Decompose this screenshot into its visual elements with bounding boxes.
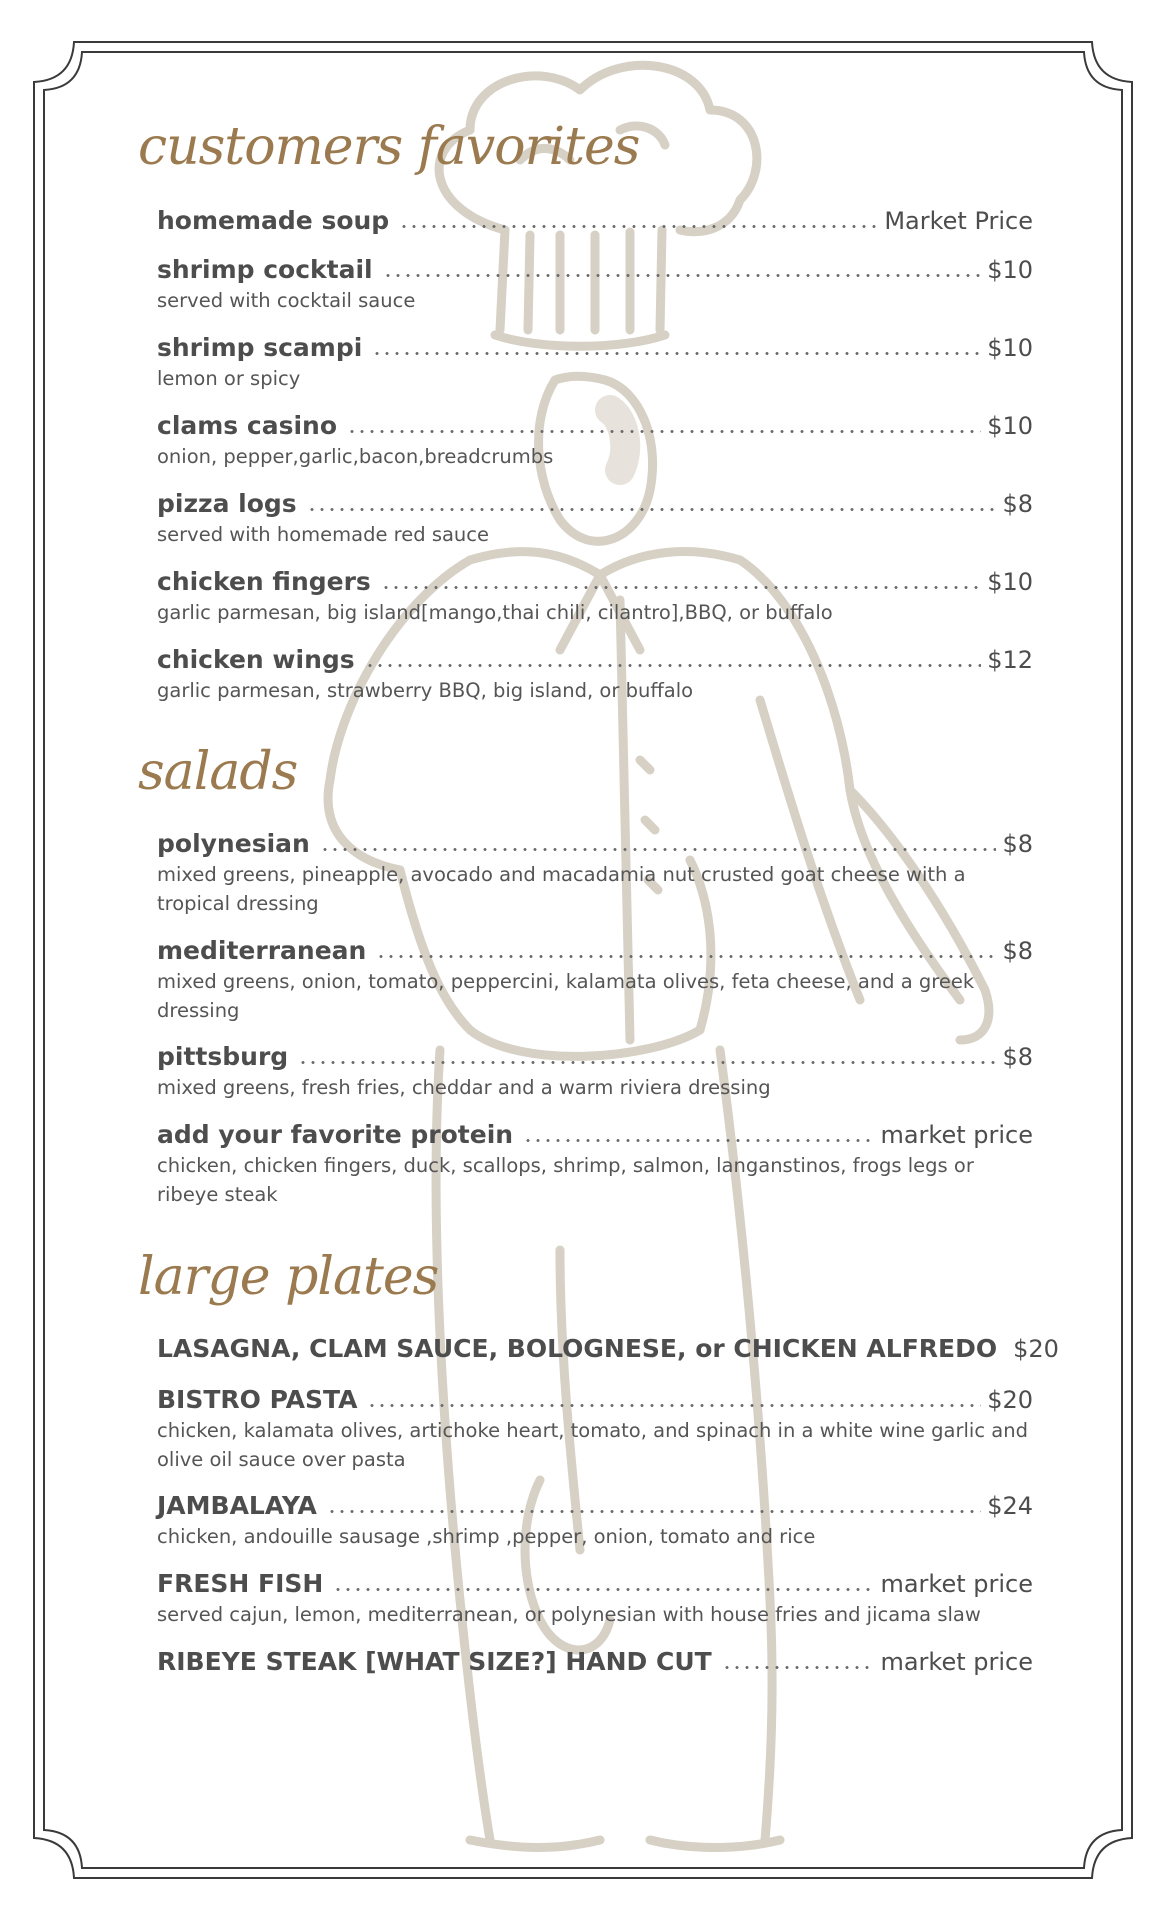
item-price: $12 xyxy=(987,646,1033,674)
item-description: chicken, chicken fingers, duck, scallops, shrimp, salmon, langanstinos, frogs legs or ribeye steak xyxy=(157,1154,974,1206)
menu-item-homemade-soup xyxy=(157,203,1033,235)
item-price: Market Price xyxy=(884,207,1033,235)
item-price: $10 xyxy=(987,412,1033,440)
item-price: market price xyxy=(880,1121,1033,1149)
item-name: homemade soup xyxy=(157,206,390,235)
menu-item-jambalaya xyxy=(157,1488,1033,1551)
item-price: $10 xyxy=(987,568,1033,596)
menu-item-line xyxy=(157,642,1033,674)
menu-item-line xyxy=(157,1566,1033,1598)
item-price: $10 xyxy=(987,256,1033,284)
item-price: $24 xyxy=(987,1492,1033,1520)
menu-item-bistro-pasta xyxy=(157,1382,1033,1474)
menu-item-clams-casino xyxy=(157,408,1033,471)
item-price: $20 xyxy=(987,1386,1033,1414)
menu-item-line xyxy=(157,1488,1033,1520)
item-name: LASAGNA, CLAM SAUCE, BOLOGNESE, or CHICKEN ALFREDO xyxy=(157,1334,998,1363)
item-description: garlic parmesan, strawberry BBQ, big island, or buffalo xyxy=(157,679,694,702)
item-description: served cajun, lemon, mediterranean, or polynesian with house fries and jicama slaw xyxy=(157,1603,981,1626)
item-description: mixed greens, pineapple, avocado and macadamia nut crusted goat cheese with a tropical dressing xyxy=(157,863,966,915)
item-price: market price xyxy=(880,1648,1033,1676)
menu-item-chicken-wings xyxy=(157,642,1033,705)
menu-item-polynesian xyxy=(157,826,1033,918)
menu-item-pittsburg xyxy=(157,1039,1033,1102)
item-name: add your favorite protein xyxy=(157,1120,514,1149)
section-title-salads: salads xyxy=(138,742,298,802)
item-name: pizza logs xyxy=(157,489,297,518)
item-name: RIBEYE STEAK [WHAT SIZE?] HAND CUT xyxy=(157,1647,712,1676)
section-title-large-plates: large plates xyxy=(138,1247,439,1307)
item-name: chicken wings xyxy=(157,645,355,674)
item-description: lemon or spicy xyxy=(157,367,301,390)
item-name: clams casino xyxy=(157,411,338,440)
menu-item-ribeye-steak xyxy=(157,1644,1033,1676)
item-price: $10 xyxy=(987,334,1033,362)
item-name: shrimp scampi xyxy=(157,333,363,362)
item-name: shrimp cocktail xyxy=(157,255,373,284)
dot-leader xyxy=(523,1139,874,1142)
menu-item-line xyxy=(157,1039,1033,1071)
dot-leader xyxy=(347,430,981,433)
dot-leader xyxy=(399,225,878,228)
item-name: mediterranean xyxy=(157,936,367,965)
item-price: $8 xyxy=(1002,937,1033,965)
item-name: JAMBALAYA xyxy=(157,1491,317,1520)
menu-item-line xyxy=(157,1117,1033,1149)
menu-item-shrimp-scampi xyxy=(157,330,1033,393)
dot-leader xyxy=(383,274,982,277)
menu-item-pizza-logs xyxy=(157,486,1033,549)
item-price: $8 xyxy=(1002,490,1033,518)
menu-item-line xyxy=(157,486,1033,518)
dot-leader xyxy=(365,664,982,667)
dot-leader xyxy=(307,508,997,511)
item-description: mixed greens, fresh fries, cheddar and a warm riviera dressing xyxy=(157,1076,771,1099)
item-description: onion, pepper,garlic,bacon,breadcrumbs xyxy=(157,445,554,468)
dot-leader xyxy=(320,848,997,851)
dot-leader xyxy=(381,586,981,589)
item-name: BISTRO PASTA xyxy=(157,1385,358,1414)
menu-item-add-protein xyxy=(157,1117,1033,1209)
menu-item-line xyxy=(157,203,1033,235)
item-name: chicken fingers xyxy=(157,567,371,596)
section-title-customers-favorites: customers favorites xyxy=(138,117,640,177)
dot-leader xyxy=(298,1061,996,1064)
menu-item-line xyxy=(157,330,1033,362)
menu-item-line xyxy=(157,564,1033,596)
dot-leader xyxy=(367,1404,981,1407)
menu-item-mediterranean xyxy=(157,933,1033,1025)
menu-item-line xyxy=(157,252,1033,284)
item-name: pittsburg xyxy=(157,1042,289,1071)
item-description: chicken, andouille sausage ,shrimp ,pepper, onion, tomato and rice xyxy=(157,1525,816,1548)
item-price: $8 xyxy=(1002,830,1033,858)
dot-leader xyxy=(327,1510,981,1513)
item-description: served with homemade red sauce xyxy=(157,523,490,546)
menu-item-line xyxy=(157,1331,1059,1363)
item-description: chicken, kalamata olives, artichoke heart, tomato, and spinach in a white wine garlic and olive oil sauce over pasta xyxy=(157,1419,1028,1471)
menu-item-line xyxy=(157,933,1033,965)
item-description: garlic parmesan, big island[mango,thai chili, cilantro],BBQ, or buffalo xyxy=(157,601,833,624)
menu-item-chicken-fingers xyxy=(157,564,1033,627)
dot-leader xyxy=(333,1588,874,1591)
item-price: market price xyxy=(880,1570,1033,1598)
item-name: FRESH FISH xyxy=(157,1569,324,1598)
item-price: $8 xyxy=(1002,1043,1033,1071)
menu-item-line xyxy=(157,1382,1033,1414)
menu-item-lasagna xyxy=(157,1331,1059,1363)
dot-leader xyxy=(376,955,996,958)
menu-item-line xyxy=(157,826,1033,858)
item-price: $20 xyxy=(1013,1335,1059,1363)
item-name: polynesian xyxy=(157,829,310,858)
menu-item-fresh-fish xyxy=(157,1566,1033,1629)
item-description: served with cocktail sauce xyxy=(157,289,416,312)
menu-item-line xyxy=(157,1644,1033,1676)
item-description: mixed greens, onion, tomato, peppercini, kalamata olives, feta cheese, and a greek dressing xyxy=(157,970,975,1022)
dot-leader xyxy=(372,352,981,355)
menu-item-shrimp-cocktail xyxy=(157,252,1033,315)
dot-leader xyxy=(722,1666,875,1669)
menu-item-line xyxy=(157,408,1033,440)
